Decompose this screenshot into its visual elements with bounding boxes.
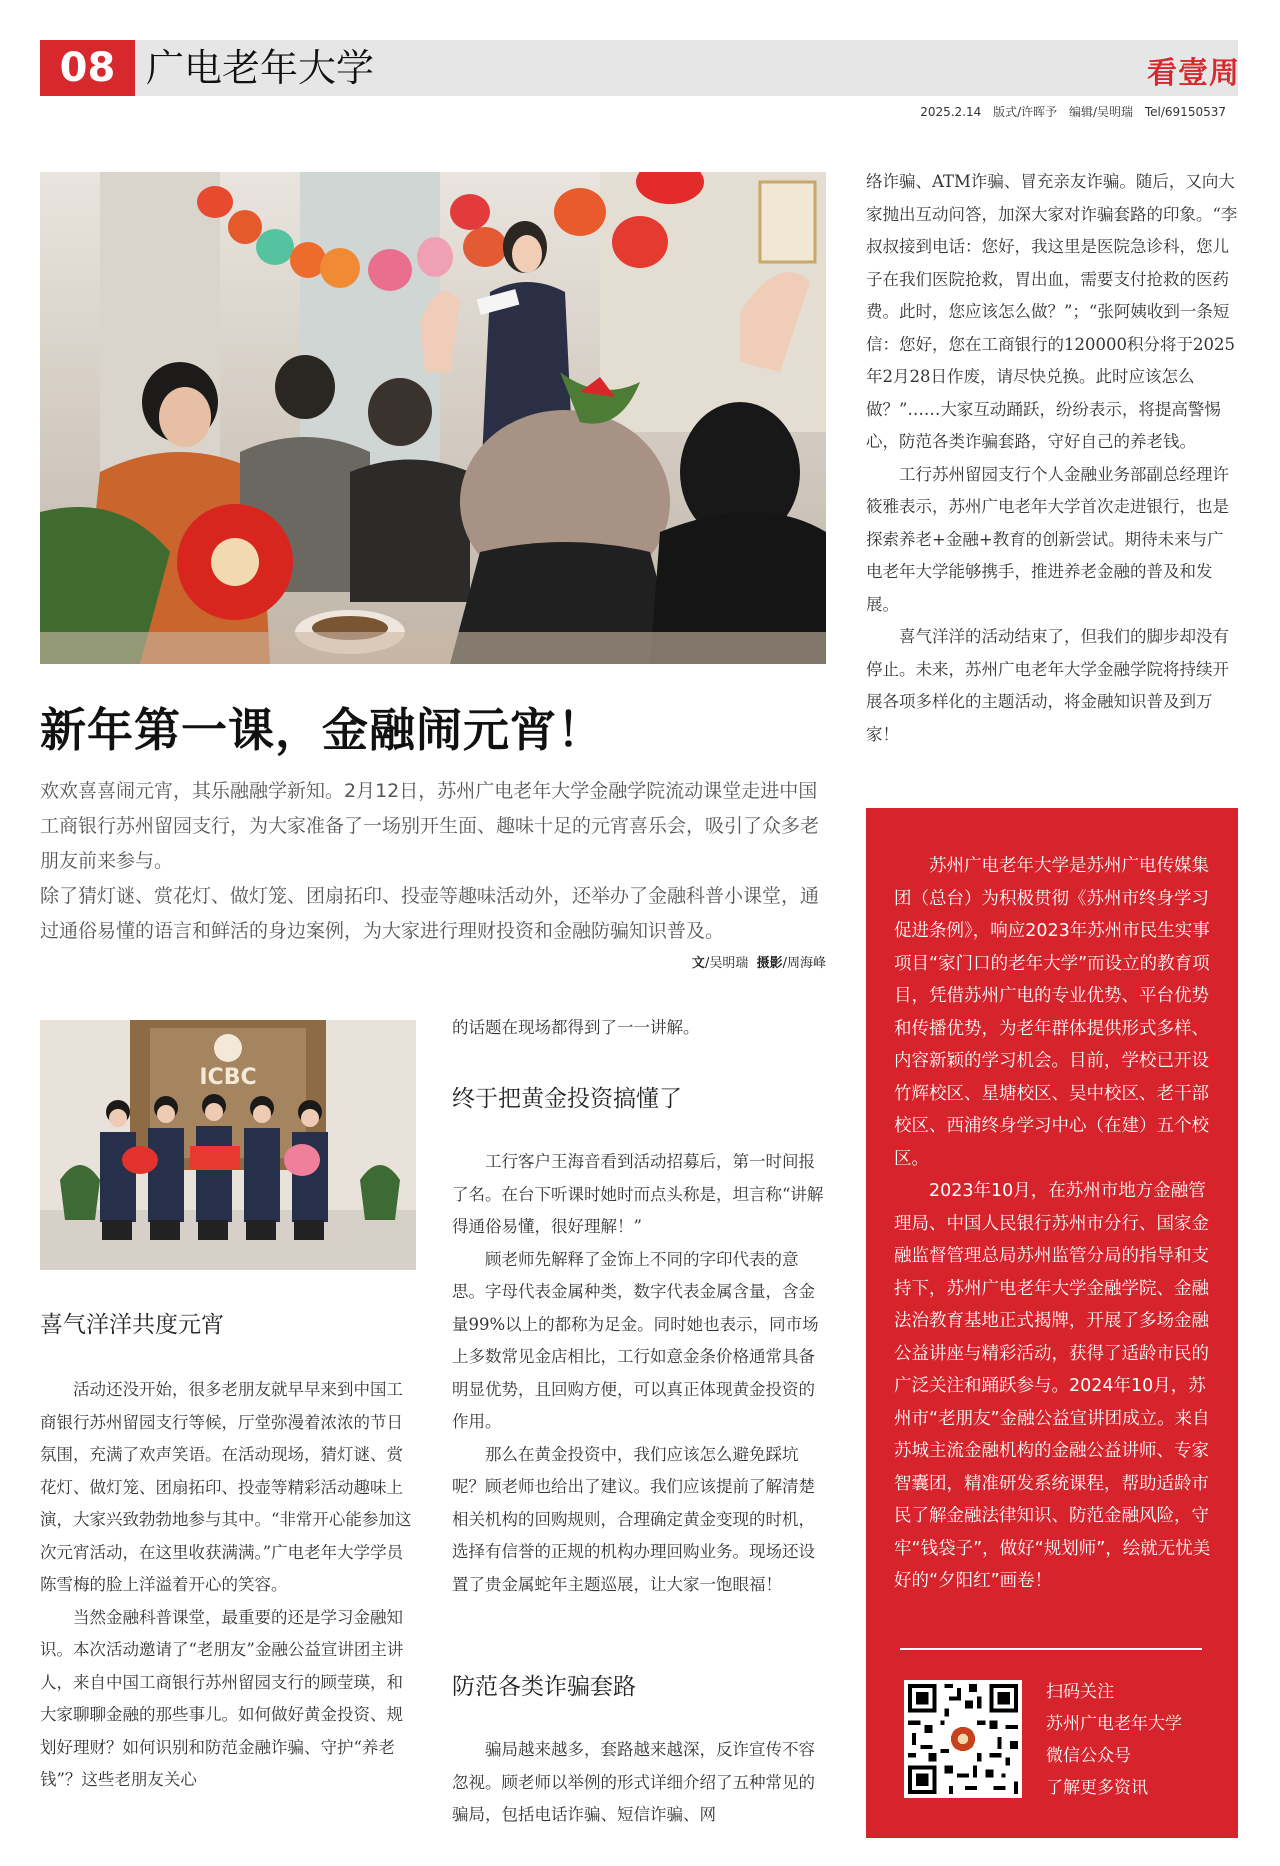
column-2-top [452, 1012, 826, 1045]
byline-photographer: /周海峰 [782, 956, 826, 971]
body-paragraph: 骗局越来越多，套路越来越深，反诈宣传不容忽视。顾老师以举例的形式详细介绍了五种常见的骗局，包括电话诈骗、短信诈骗、网 [452, 1740, 815, 1824]
layout-credit: 版式/许晖予 [993, 105, 1058, 119]
column-3 [866, 166, 1238, 751]
qr-code[interactable] [904, 1680, 1022, 1798]
byline-text-label: 文 [691, 956, 705, 971]
qr-caption [1046, 1676, 1182, 1804]
column-1 [40, 1374, 416, 1797]
qr-line: 微信公众号 [1046, 1746, 1131, 1766]
sidebar-paragraph: 苏州广电老年大学是苏州广电传媒集团（总台）为积极贯彻《苏州市终身学习促进条例》，响应2023年苏州市民生实事项目“家门口的老年大学”而设立的教育项目，凭借苏州广电的专业优势、平台优势和传播优势，为老年群体提供形式多样、内容新颖的学习机会。目前，学校已开设竹辉校区、星塘校区、吴中校区、老干部校区、西浦终身学习中心（在建）五个校区。 [894, 856, 1210, 1169]
body-paragraph: 活动还没开始，很多老朋友就早早来到中国工商银行苏州留园支行等候，厅堂弥漫着浓浓的节日氛围，充满了欢声笑语。在活动现场，猜灯谜、赏花灯、做灯笼、团扇拓印、投壶等精彩活动趣味上演，大家兴致勃勃地参与其中。“非常开心能参加这次元宵活动，在这里收获满满。”广电老年大学学员陈雪梅的脸上洋溢着开心的笑容。 [40, 1380, 412, 1594]
body-paragraph: 的话题在现场都得到了一一讲解。 [452, 1018, 700, 1037]
body-paragraph: 工行苏州留园支行个人金融业务部副总经理许筱雅表示，苏州广电老年大学首次走进银行，也是探索养老+金融+教育的创新尝试。期待未来与广电老年大学能够携手，推进养老金融的普及和发展。 [866, 464, 1229, 614]
body-paragraph: 工行客户王海音看到活动招募后，第一时间报了名。在台下听课时她时而点头称是，坦言称“讲解得通俗易懂，很好理解！” [452, 1152, 824, 1236]
sidebar-text [894, 850, 1212, 1598]
lead-paragraph: 欢欢喜喜闹元宵，其乐融融学新知。2月12日，苏州广电老年大学金融学院流动课堂走进中国工商银行苏州留园支行，为大家准备了一场别开生面、趣味十足的元宵喜乐会，吸引了众多老朋友前来参与。 [40, 780, 820, 872]
phone: Tel/69150537 [1144, 105, 1226, 119]
group-photo [40, 1020, 416, 1270]
subheading-1: 喜气洋洋共度元宵 [40, 1312, 224, 1338]
issue-meta [912, 103, 1226, 120]
body-paragraph: 当然金融科普课堂，最重要的还是学习金融知识。本次活动邀请了“老朋友”金融公益宣讲团主讲人，来自中国工商银行苏州留园支行的顾莹瑛，和大家聊聊金融的那些事儿。如何做好黄金投资、规划好理财？如何识别和防范金融诈骗、守护“养老钱”？这些老朋友关心 [40, 1607, 404, 1789]
body-paragraph: 那么在黄金投资中，我们应该怎么避免踩坑呢？顾老师也给出了建议。我们应该提前了解清楚相关机构的回购规则，合理确定黄金变现的时机，选择有信誉的正规的机构办理回购业务。现场还设置了贵金属蛇年主题巡展，让大家一饱眼福！ [452, 1444, 815, 1594]
article-lead [40, 774, 826, 949]
masthead-logo: 看壹周 [1147, 56, 1240, 91]
body-paragraph: 顾老师先解释了金饰上不同的字印代表的意思。字母代表金属种类，数字代表金属含量，含金量99%以上的都称为足金。同时她也表示，同市场上多数常见金店相比，工行如意金条价格通常具备明显优势，且回购方便，可以真正体现黄金投资的作用。 [452, 1249, 819, 1431]
subheading-2: 终于把黄金投资搞懂了 [452, 1086, 682, 1112]
byline-author: /吴明瑞 [704, 956, 749, 971]
section-title: 广电老年大学 [146, 46, 375, 90]
column-2-middle [452, 1146, 826, 1601]
byline [620, 952, 826, 971]
byline-photo-label: 摄影 [756, 956, 783, 971]
article-headline: 新年第一课，金融闹元宵！ [40, 703, 604, 757]
subheading-3: 防范各类诈骗套路 [452, 1674, 636, 1700]
sidebar-paragraph: 2023年10月，在苏州市地方金融管理局、中国人民银行苏州市分行、国家金融监督管理总局苏州监管分局的指导和支持下，苏州广电老年大学金融学院、金融法治教育基地正式揭牌，开展了多场金融公益讲座与精彩活动，获得了适龄市民的广泛关注和踊跃参与。2024年10月，苏州市“老朋友”金融公益宣讲团成立。来自苏城主流金融机构的金融公益讲师、专家智囊团，精准研发系统课程，帮助适龄市民了解金融法律知识、防范金融风险，守牢“钱袋子”，做好“规划师”，绘就无忧美好的“夕阳红”画卷！ [894, 1181, 1211, 1591]
sidebar-divider [900, 1648, 1202, 1650]
qr-line: 苏州广电老年大学 [1046, 1714, 1182, 1734]
lead-paragraph: 除了猜灯谜、赏花灯、做灯笼、团扇拓印、投壶等趣味活动外，还举办了金融科普小课堂，通过通俗易懂的语言和鲜活的身边案例，为大家进行理财投资和金融防骗知识普及。 [40, 885, 820, 942]
body-paragraph: 络诈骗、ATM诈骗、冒充亲友诈骗。随后，又向大家抛出互动问答，加深大家对诈骗套路的印象。“李叔叔接到电话：您好，我这里是医院急诊科，您儿子在我们医院抢救，胃出血，需要支付抢救的医药费。此时，您应该怎么做？”；“张阿姨收到一条短信：您好，您在工商银行的120000积分将于2025年2月28日作废，请尽快兑换。此时应该怎么做？”……大家互动踊跃，纷纷表示，将提高警惕心，防范各类诈骗套路，守好自己的养老钱。 [866, 172, 1238, 451]
qr-line: 扫码关注 [1046, 1682, 1114, 1702]
editor-credit: 编辑/吴明瑞 [1068, 105, 1134, 119]
page-number: 08 [40, 40, 135, 96]
qr-line: 了解更多资讯 [1046, 1778, 1148, 1798]
column-2-bottom [452, 1734, 826, 1832]
main-photo [40, 172, 826, 664]
icbc-sign: ICBC [199, 1065, 257, 1090]
issue-date: 2025.2.14 [920, 105, 982, 119]
body-paragraph: 喜气洋洋的活动结束了，但我们的脚步却没有停止。未来，苏州广电老年大学金融学院将持续开展各项多样化的主题活动，将金融知识普及到万家！ [866, 627, 1229, 744]
